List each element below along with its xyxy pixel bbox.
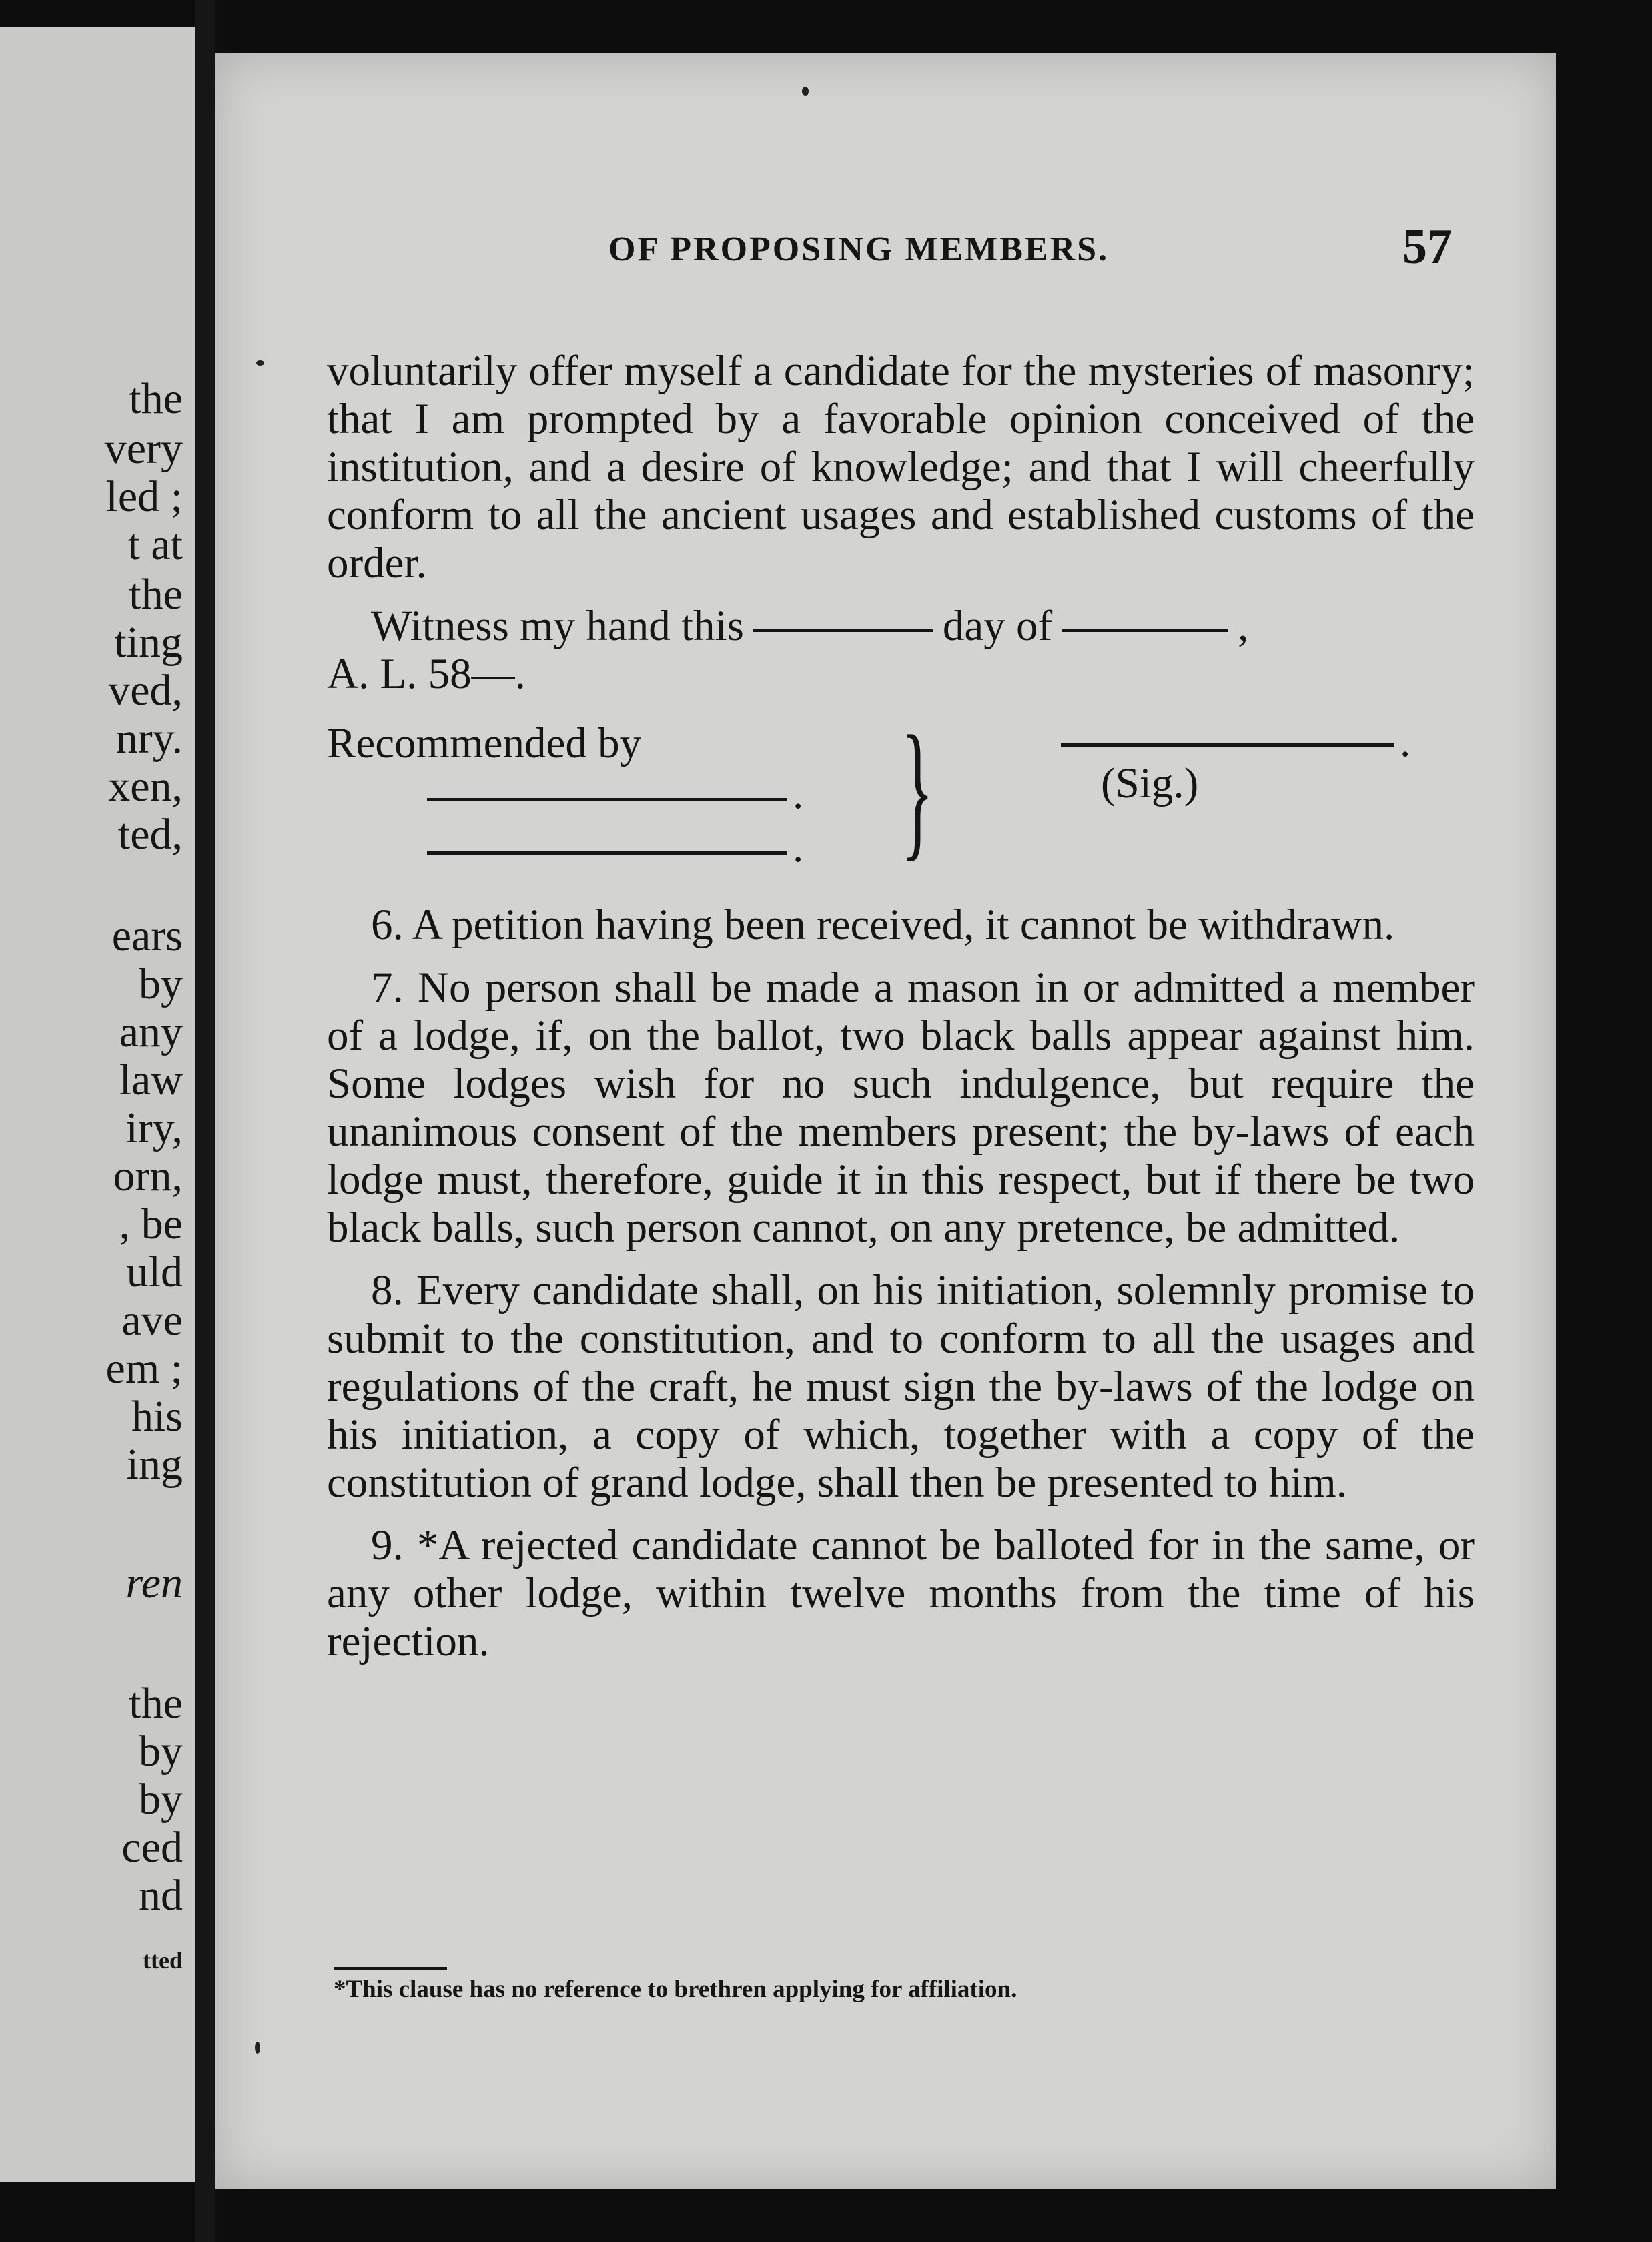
paragraph-6: 6. A petition having been received, it cannot be withdrawn. xyxy=(371,901,1395,949)
left-fragment: iry, xyxy=(125,1104,183,1152)
left-fragment: , be xyxy=(119,1200,183,1248)
witness-year: A. L. 58—. xyxy=(327,650,526,698)
body-text xyxy=(327,347,1475,1665)
left-fragment: the xyxy=(129,570,183,619)
day-blank xyxy=(753,629,933,632)
left-fragment: uld xyxy=(126,1248,183,1296)
left-fragment: any xyxy=(119,1008,183,1056)
left-fragment: tted xyxy=(143,1947,183,1974)
left-fragment: orn, xyxy=(113,1152,183,1200)
left-fragment: the xyxy=(129,1679,183,1728)
left-fragment: led ; xyxy=(105,472,183,521)
period: . xyxy=(1400,718,1411,766)
left-fragment: ting xyxy=(114,618,183,667)
recommender-line-1 xyxy=(427,798,787,801)
footnote: *This clause has no reference to brethren applying for affiliation. xyxy=(334,1976,1017,2003)
left-fragment: very xyxy=(104,424,183,473)
left-fragment: em ; xyxy=(105,1344,183,1393)
signature-line xyxy=(1061,743,1394,747)
left-fragment: t at xyxy=(127,520,183,569)
left-page-fragment xyxy=(0,27,195,2182)
paragraph-8: 8. Every candidate shall, on his initiation, solemnly promise to submit to the constitution, and to conform to all the usages and regulations of the craft, he must sign the by-laws of the lodge on his initiation, a copy of which, together with a copy of the constitution of grand lodge, shall then be presented to him. xyxy=(327,1266,1475,1507)
ink-speck xyxy=(256,360,264,366)
page-header xyxy=(215,214,1556,287)
page-number: 57 xyxy=(1402,220,1452,274)
left-fragment: ing xyxy=(126,1440,183,1489)
brace-glyph: } xyxy=(901,704,934,874)
paragraph-intro: voluntarily offer myself a candidate for the mysteries of masonry; that I am prompted by a favorable opinion conceived of the institution, and a desire of knowledge; and that I will cheerfully conform to all the ancient usages and established customs of the order. xyxy=(327,347,1475,587)
left-fragment: nd xyxy=(139,1871,183,1920)
left-fragment: his xyxy=(131,1392,183,1441)
left-fragment: ears xyxy=(111,911,183,960)
book-gutter xyxy=(195,0,215,2242)
left-fragment: ted, xyxy=(117,810,183,859)
paragraph-7: 7. No person shall be made a mason in or admitted a member of a lodge, if, on the ballot, two black balls appear against him. Some lodges wish for no such indulgence, but require the unanimous consent of the members present; the by-laws of each lodge must, therefore, guide it in this respect, but if there be two black balls, such person cannot, on any pretence, be admitted. xyxy=(327,964,1475,1252)
witness-comma: , xyxy=(1238,602,1249,650)
ink-speck xyxy=(802,87,809,96)
signature-label: (Sig.) xyxy=(1101,759,1199,807)
left-fragment: law xyxy=(119,1056,183,1104)
left-fragment: the xyxy=(129,374,183,423)
witness-line xyxy=(327,602,1475,650)
left-fragment: by xyxy=(139,1775,183,1824)
paragraph-9: 9. *A rejected candidate cannot be balloted for in the same, or any other lodge, within twelve months from the time of his rejection. xyxy=(327,1521,1475,1665)
left-fragment: xen, xyxy=(108,762,183,811)
left-fragment: ren xyxy=(125,1559,183,1607)
recommended-by-label: Recommended by xyxy=(327,719,642,767)
period: . xyxy=(793,823,804,871)
left-fragment: nry. xyxy=(115,714,183,763)
period: . xyxy=(793,770,804,818)
left-fragment: by xyxy=(139,960,183,1008)
ink-speck xyxy=(255,2042,260,2054)
left-fragment: ved, xyxy=(108,666,183,715)
month-blank xyxy=(1062,629,1228,632)
witness-text: Witness my hand this xyxy=(371,602,744,650)
footnote-rule xyxy=(334,1967,447,1970)
left-fragment: ced xyxy=(121,1823,183,1872)
recommender-line-2 xyxy=(427,851,787,855)
right-page xyxy=(215,53,1556,2189)
left-fragment: by xyxy=(139,1727,183,1776)
witness-day: day of xyxy=(942,602,1053,650)
running-head: OF PROPOSING MEMBERS. xyxy=(608,230,1110,268)
recommendation-block xyxy=(327,704,1475,886)
left-fragment: ave xyxy=(121,1296,183,1345)
